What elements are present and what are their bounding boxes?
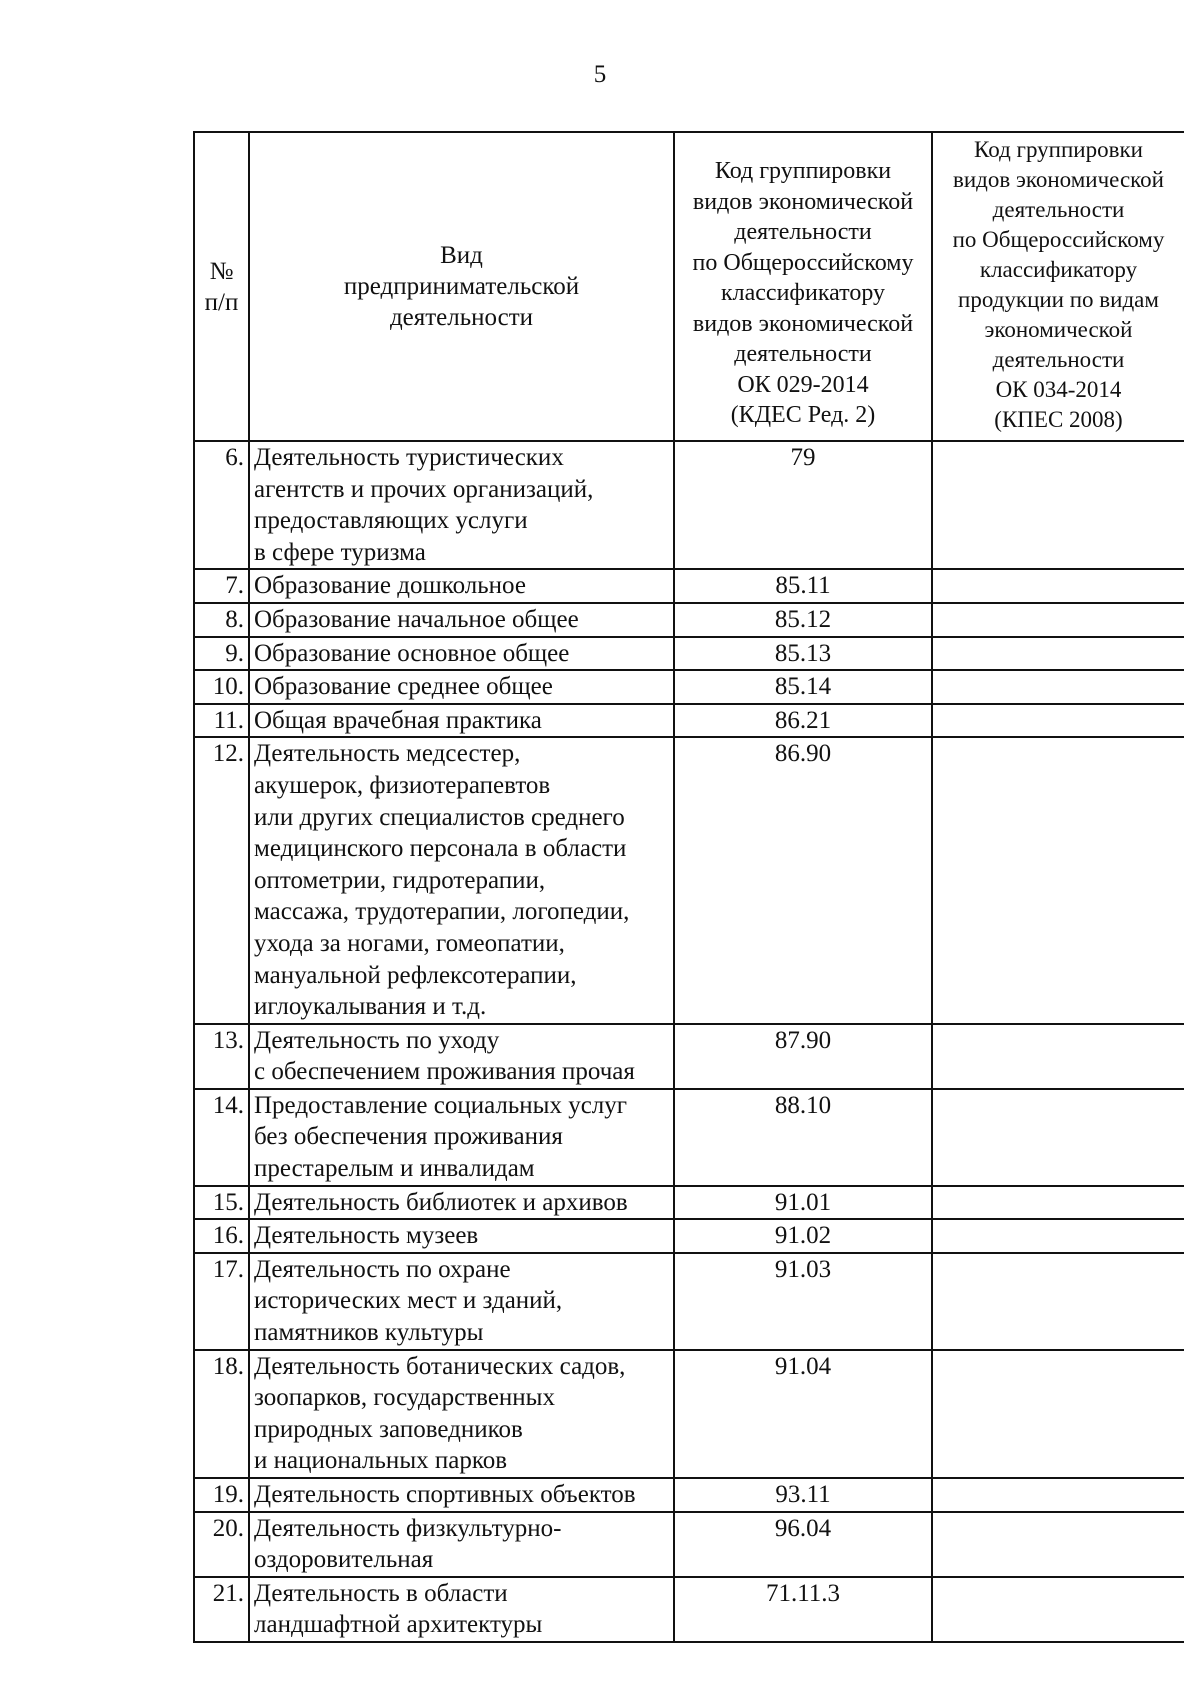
row-number-cell: 17. — [194, 1253, 249, 1350]
okved-code-cell: 93.11 — [674, 1478, 932, 1512]
okved-code-cell: 91.04 — [674, 1350, 932, 1478]
okved-code-cell: 91.02 — [674, 1219, 932, 1253]
okpd-code-cell — [932, 441, 1184, 569]
row-number-cell: 10. — [194, 670, 249, 704]
okved-code-cell: 85.13 — [674, 637, 932, 671]
activity-type-cell: Деятельность в области ландшафтной архитектуры — [249, 1577, 674, 1642]
okved-code-cell: 86.90 — [674, 737, 932, 1023]
okved-code-cell: 96.04 — [674, 1512, 932, 1577]
okpd-code-cell — [932, 1350, 1184, 1478]
okved-code-cell: 91.01 — [674, 1186, 932, 1220]
table-body — [194, 441, 1184, 1642]
okpd-code-cell — [932, 670, 1184, 704]
okved-code-cell: 79 — [674, 441, 932, 569]
activity-type-cell: Образование дошкольное — [249, 569, 674, 603]
table-header-row — [194, 132, 1184, 441]
row-number-cell: 21. — [194, 1577, 249, 1642]
page-number: 5 — [593, 61, 607, 88]
row-number-cell: 19. — [194, 1478, 249, 1512]
activity-type-cell: Деятельность по уходу с обеспечением проживания прочая — [249, 1024, 674, 1089]
activity-type-cell: Деятельность библиотек и архивов — [249, 1186, 674, 1220]
okved-code-cell: 91.03 — [674, 1253, 932, 1350]
row-number-cell: 18. — [194, 1350, 249, 1478]
row-number-cell: 15. — [194, 1186, 249, 1220]
okved-code-cell: 86.21 — [674, 704, 932, 738]
activity-type-cell: Деятельность ботанических садов, зоопарков, государственных природных заповедников и национальных парков — [249, 1350, 674, 1478]
activity-type-cell: Образование начальное общее — [249, 603, 674, 637]
activity-type-cell: Образование основное общее — [249, 637, 674, 671]
activity-type-cell: Деятельность спортивных объектов — [249, 1478, 674, 1512]
table-header — [194, 132, 1184, 441]
activity-type-cell: Деятельность туристических агентств и прочих организаций, предоставляющих услуги в сфере туризма — [249, 441, 674, 569]
row-number-cell: 9. — [194, 637, 249, 671]
header-okpd-code: Код группировки видов экономической деятельности по Общероссийскому классификатору продукции по видам экономической деятельности ОК 034-2014 (КПЕС 2008) — [932, 132, 1184, 441]
row-number-cell: 16. — [194, 1219, 249, 1253]
okpd-code-cell — [932, 1186, 1184, 1220]
okpd-code-cell — [932, 1478, 1184, 1512]
table-row — [194, 1350, 1184, 1478]
row-number-cell: 7. — [194, 569, 249, 603]
okved-code-cell: 85.12 — [674, 603, 932, 637]
okved-code-cell: 85.11 — [674, 569, 932, 603]
table-row — [194, 603, 1184, 637]
okpd-code-cell — [932, 1253, 1184, 1350]
table-row — [194, 1512, 1184, 1577]
activity-type-cell: Деятельность музеев — [249, 1219, 674, 1253]
table-row — [194, 569, 1184, 603]
table-row — [194, 1577, 1184, 1642]
table-row — [194, 1089, 1184, 1186]
okpd-code-cell — [932, 1089, 1184, 1186]
activity-type-cell: Образование среднее общее — [249, 670, 674, 704]
table-row — [194, 737, 1184, 1023]
okpd-code-cell — [932, 1577, 1184, 1642]
table-row — [194, 637, 1184, 671]
okpd-code-cell — [932, 637, 1184, 671]
row-number-cell: 12. — [194, 737, 249, 1023]
okved-code-cell: 71.11.3 — [674, 1577, 932, 1642]
okpd-code-cell — [932, 603, 1184, 637]
table-row — [194, 704, 1184, 738]
table-row — [194, 1219, 1184, 1253]
header-row-number: № п/п — [194, 132, 249, 441]
okpd-code-cell — [932, 704, 1184, 738]
activity-codes-table — [193, 131, 1184, 1643]
okved-code-cell: 87.90 — [674, 1024, 932, 1089]
table-row — [194, 1253, 1184, 1350]
okpd-code-cell — [932, 1219, 1184, 1253]
header-okved-code: Код группировки видов экономической деятельности по Общероссийскому классификатору видов экономической деятельности ОК 029-2014 (КДЕС Ред. 2) — [674, 132, 932, 441]
table-row — [194, 670, 1184, 704]
okpd-code-cell — [932, 569, 1184, 603]
row-number-cell: 20. — [194, 1512, 249, 1577]
header-activity-type: Вид предпринимательской деятельности — [249, 132, 674, 441]
table-row — [194, 1186, 1184, 1220]
activity-type-cell: Деятельность медсестер, акушерок, физиотерапевтов или других специалистов среднего медицинского персонала в области оптометрии, гидротерапии, массажа, трудотерапии, логопедии, ухода за ногами, гомеопатии, мануальной рефлексотерапии, иглоукалывания и т.д. — [249, 737, 674, 1023]
okpd-code-cell — [932, 737, 1184, 1023]
activity-type-cell: Общая врачебная практика — [249, 704, 674, 738]
row-number-cell: 13. — [194, 1024, 249, 1089]
row-number-cell: 11. — [194, 704, 249, 738]
activity-type-cell: Деятельность физкультурно- оздоровительная — [249, 1512, 674, 1577]
row-number-cell: 14. — [194, 1089, 249, 1186]
row-number-cell: 6. — [194, 441, 249, 569]
okpd-code-cell — [932, 1024, 1184, 1089]
activity-type-cell: Деятельность по охране исторических мест и зданий, памятников культуры — [249, 1253, 674, 1350]
okved-code-cell: 88.10 — [674, 1089, 932, 1186]
activity-type-cell: Предоставление социальных услуг без обеспечения проживания престарелым и инвалидам — [249, 1089, 674, 1186]
table-row — [194, 441, 1184, 569]
okved-code-cell: 85.14 — [674, 670, 932, 704]
table-row — [194, 1478, 1184, 1512]
row-number-cell: 8. — [194, 603, 249, 637]
okpd-code-cell — [932, 1512, 1184, 1577]
table-row — [194, 1024, 1184, 1089]
